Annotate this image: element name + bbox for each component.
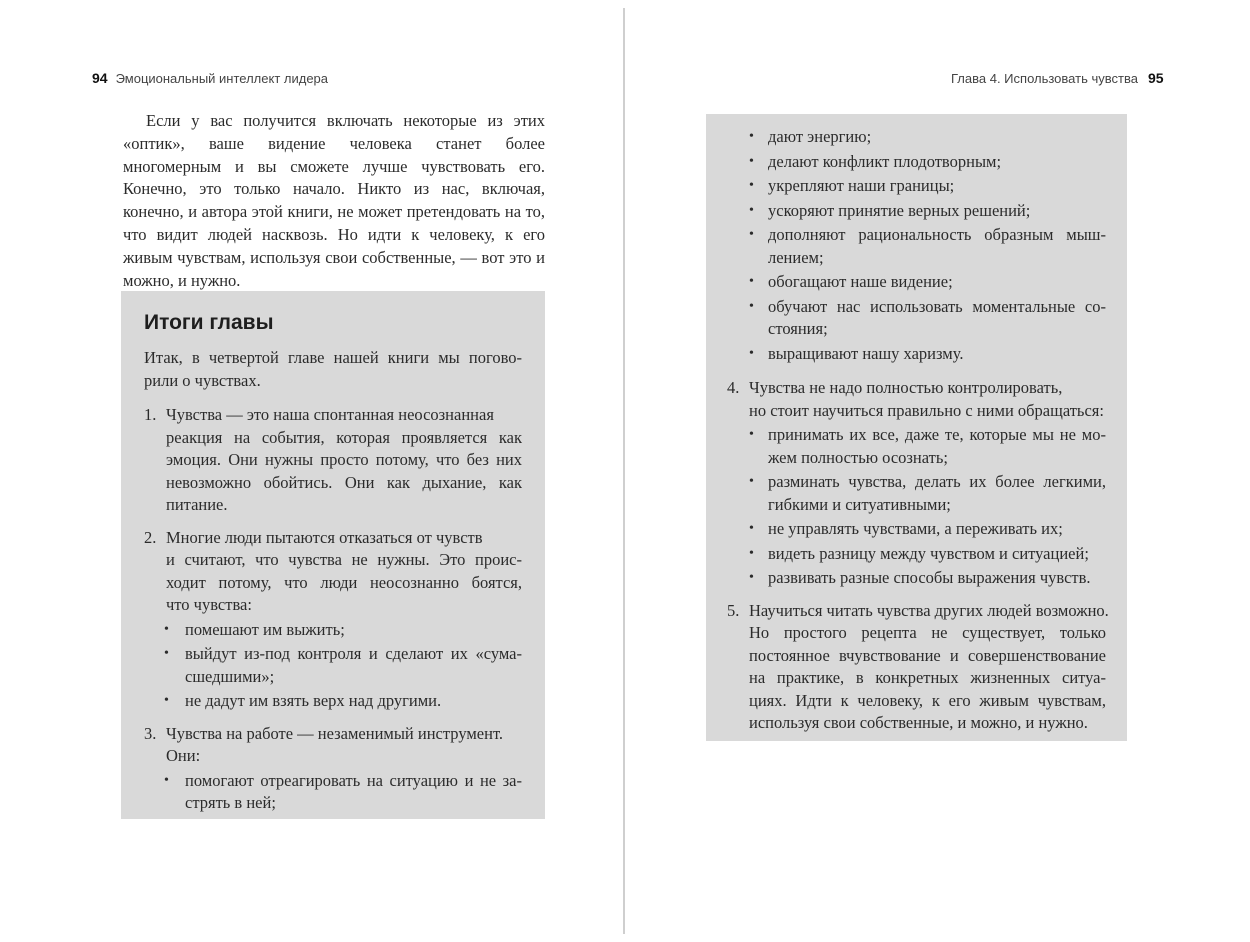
item-continuation-line: постоянное вчувствование и совершенствование <box>749 645 1106 665</box>
bullet-item-line: укрепляют наши границы; <box>768 176 955 195</box>
summary-intro-line: рили о чувствах. <box>144 370 261 390</box>
item-number: 3. <box>144 723 157 743</box>
item-number: 1. <box>144 405 157 424</box>
item-text: Чувства — это наша спонтанная неосознанная <box>166 405 494 424</box>
bullet-icon: • <box>749 274 754 289</box>
bullet-item-line: помешают им выжить; <box>185 619 345 639</box>
bullet-item-line: выйдут из-под контроля и сделают их «сума- <box>185 644 522 663</box>
body-paragraph: Если у вас получится включать некоторые из этих «оптик», ваше видение человека станет более многомерным и вы сможете лучше чувствовать его. Конечно, это только начало. Никто из нас, включая, конечно, и автора этой книги, не может претендовать на то, что видит людей насквозь. Но идти к человеку, к его живым чувствам, используя свои собственные, — вот это и можно, и нужно. <box>123 111 545 290</box>
bullet-item-line: обучают нас использовать моментальные со- <box>768 296 1106 316</box>
chapter-summary-box <box>121 291 545 819</box>
item-continuation-line: циях. Идти к человеку, к его живым чувствам, <box>749 690 1106 710</box>
numbered-item-first-line <box>727 600 1109 622</box>
bullet-icon: • <box>164 621 169 637</box>
bullet-item-line: стрять в ней; <box>185 793 276 812</box>
summary-title: Итоги главы <box>144 311 274 334</box>
item-continuation-line: ходит потому, что люди неосознанно боятся, <box>166 572 522 592</box>
item-continuation-line: и считают, что чувства не нужны. Это проис- <box>166 550 522 569</box>
bullet-item-line: видеть разницу между чувством и ситуацией; <box>768 543 1089 563</box>
bullet-item-line: не управлять чувствами, а переживать их; <box>768 519 1063 538</box>
bullet-icon: • <box>749 474 754 489</box>
bullet-icon: • <box>164 646 169 661</box>
bullet-icon: • <box>749 298 754 314</box>
item-number: 4. <box>727 378 740 397</box>
item-continuation-line: используя свои собственные, и можно, и нужно. <box>749 713 1088 732</box>
bullet-icon: • <box>164 772 169 788</box>
bullet-icon: • <box>749 427 754 442</box>
bullet-item-line: делают конфликт плодотворным; <box>768 151 1002 171</box>
left-running-title: Эмоциональный интеллект лидера <box>115 71 329 86</box>
bullet-item-line: помогают отреагировать на ситуацию и не за- <box>185 770 522 790</box>
numbered-item-first-line <box>144 723 503 745</box>
bullet-icon: • <box>749 545 754 561</box>
book-spine <box>623 8 625 934</box>
right-running-head <box>951 70 1164 86</box>
item-continuation-line: питание. <box>166 495 228 514</box>
item-continuation-line: что чувства: <box>166 595 252 614</box>
bullet-item-line: ускоряют принятие верных решений; <box>768 200 1031 220</box>
left-page-number: 94 <box>92 70 108 86</box>
item-continuation-line: реакция на события, которая проявляется как <box>166 427 522 447</box>
bullet-item-line: сшедшими»; <box>185 666 275 686</box>
bullet-item-line: разминать чувства, делать их более легкими, <box>768 472 1106 491</box>
bullet-icon: • <box>749 521 754 536</box>
bullet-item-line: лением; <box>768 247 824 267</box>
item-number: 5. <box>727 600 740 620</box>
item-continuation-line: Они: <box>166 746 201 765</box>
bullet-icon: • <box>749 227 754 242</box>
item-continuation-line: но стоит научиться правильно с ними обращаться: <box>749 400 1104 420</box>
item-number: 2. <box>144 527 157 547</box>
bullet-icon: • <box>749 345 754 361</box>
numbered-item-first-line <box>144 404 494 426</box>
bullet-item-line: выращивают нашу харизму. <box>768 343 964 363</box>
bullet-icon: • <box>749 129 754 144</box>
left-running-head <box>92 70 328 86</box>
bullet-icon: • <box>749 178 754 193</box>
summary-intro-line: Итак, в четвертой главе нашей книги мы погово- <box>144 348 522 367</box>
item-continuation-line: невозможно обойтись. Они как дыхание, как <box>166 472 522 492</box>
right-page-number: 95 <box>1147 70 1164 86</box>
item-continuation-line: на практике, в конкретных жизненных ситуа- <box>749 668 1106 687</box>
bullet-item-line: не дадут им взять верх над другими. <box>185 691 442 710</box>
item-text: Многие люди пытаются отказаться от чувств <box>166 527 483 547</box>
bullet-item-line: дополняют рациональность образным мыш- <box>768 225 1106 244</box>
item-text: Чувства на работе — незаменимый инструмент. <box>166 723 504 743</box>
bullet-item-line: принимать их все, даже те, которые мы не мо- <box>768 425 1106 444</box>
item-text: Научиться читать чувства других людей возможно. <box>749 600 1109 620</box>
bullet-icon: • <box>749 202 754 218</box>
numbered-item-first-line <box>727 377 1062 399</box>
bullet-item-line: гибкими и ситуативными; <box>768 494 951 514</box>
item-text: Чувства не надо полностью контролировать, <box>749 378 1063 397</box>
bullet-item-line: дают энергию; <box>768 127 872 146</box>
bullet-item-line: стояния; <box>768 319 828 338</box>
item-continuation-line: Но простого рецепта не существует, только <box>749 623 1106 642</box>
bullet-icon: • <box>749 570 754 585</box>
bullet-item-line: жем полностью осознать; <box>768 447 948 467</box>
item-continuation-line: эмоция. Они нужны просто потому, что без них <box>166 450 522 469</box>
numbered-item-first-line <box>144 527 483 549</box>
bullet-item-line: развивать разные способы выражения чувств. <box>768 568 1091 587</box>
bullet-icon: • <box>164 693 169 708</box>
bullet-item-line: обогащают наше видение; <box>768 272 953 291</box>
right-running-title: Глава 4. Использовать чувства <box>951 71 1138 86</box>
chapter-summary-box-continued <box>706 114 1127 741</box>
bullet-icon: • <box>749 153 754 169</box>
